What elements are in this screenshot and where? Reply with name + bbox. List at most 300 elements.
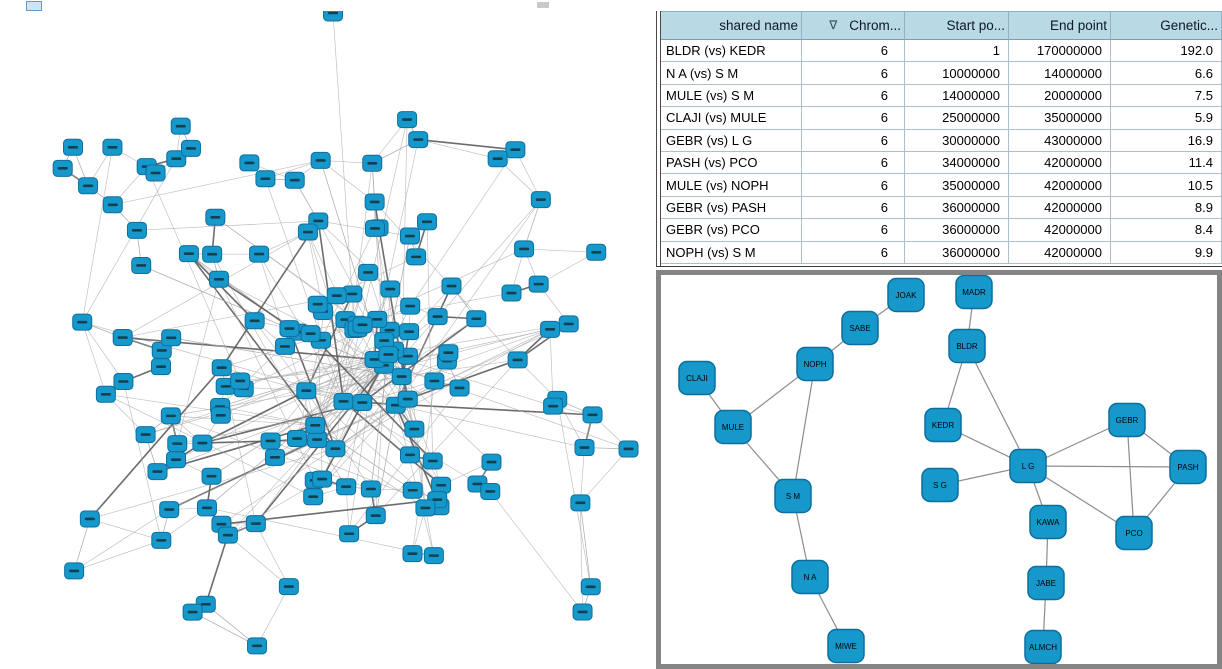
cell-start-position: 34000000	[905, 152, 1009, 174]
hairball-node[interactable]	[379, 346, 398, 362]
hairball-node[interactable]	[559, 316, 578, 332]
node-label	[77, 321, 87, 324]
node-label	[141, 433, 151, 436]
hairball-node[interactable]	[405, 421, 424, 437]
node-label	[446, 285, 456, 288]
node-label: JOAK	[895, 291, 917, 300]
hairball-node[interactable]	[573, 604, 592, 620]
node-label	[172, 442, 182, 445]
node-label	[397, 375, 407, 378]
node-label	[344, 532, 354, 535]
hairball-node[interactable]	[304, 489, 323, 505]
node-label	[363, 271, 373, 274]
node-label	[586, 585, 596, 588]
hairball-node[interactable]	[167, 452, 186, 468]
node-s-g[interactable]	[922, 469, 958, 502]
hairball-node[interactable]	[313, 471, 332, 487]
hairball-node[interactable]	[171, 118, 190, 134]
hairball-node[interactable]	[162, 330, 181, 346]
node-label	[405, 235, 415, 238]
hairball-node[interactable]	[80, 511, 99, 527]
node-label: NOPH	[803, 360, 827, 369]
hairball-node[interactable]	[73, 314, 92, 330]
node-label	[420, 507, 430, 510]
hairball-node[interactable]	[275, 338, 294, 354]
node-label	[403, 398, 413, 401]
node-label	[486, 461, 496, 464]
cell-end-point: 42000000	[1009, 174, 1111, 196]
node-label	[536, 198, 546, 201]
hairball-node[interactable]	[203, 246, 222, 262]
node-label	[575, 502, 585, 505]
hairball-node[interactable]	[403, 546, 422, 562]
node-mule[interactable]	[715, 411, 751, 444]
hairball-node[interactable]	[416, 500, 435, 516]
scrollbar-thumb[interactable]	[26, 1, 42, 11]
cell-chromosome: 6	[802, 174, 905, 196]
hairball-node[interactable]	[587, 244, 606, 260]
hairball-node[interactable]	[432, 477, 451, 493]
node-label: PCO	[1125, 529, 1143, 538]
hairball-node[interactable]	[209, 271, 228, 287]
hairball-node[interactable]	[544, 398, 563, 414]
table-row[interactable]	[661, 152, 1222, 174]
hairball-node[interactable]	[353, 395, 372, 411]
hairball-node[interactable]	[113, 330, 132, 346]
table-header-row	[661, 11, 1222, 40]
node-joak[interactable]	[888, 279, 924, 312]
column-header-label: shared name	[719, 18, 798, 33]
node-madr[interactable]	[956, 276, 992, 309]
node-l-g[interactable]	[1010, 450, 1046, 483]
node-label	[357, 324, 367, 327]
cell-genetic: 10.5	[1111, 174, 1222, 196]
table-body	[661, 40, 1222, 264]
node-label	[58, 167, 68, 170]
cell-genetic: 16.9	[1111, 130, 1222, 152]
cell-start-position: 36000000	[905, 219, 1009, 241]
hairball-node[interactable]	[423, 453, 442, 469]
hairball-node[interactable]	[398, 112, 417, 128]
node-bldr[interactable]	[949, 330, 985, 363]
hairball-node[interactable]	[265, 449, 284, 465]
node-label	[370, 358, 380, 361]
node-label	[308, 495, 318, 498]
node-n-a[interactable]	[792, 561, 828, 594]
hairball-edge	[228, 535, 289, 586]
hairball-node[interactable]	[183, 604, 202, 620]
hairball-node[interactable]	[256, 171, 275, 187]
hairball-node[interactable]	[482, 454, 501, 470]
hairball-node[interactable]	[261, 433, 280, 449]
hairball-edge	[257, 587, 289, 646]
hairball-node[interactable]	[531, 192, 550, 208]
hairball-node[interactable]	[334, 393, 353, 409]
node-label: JABE	[1035, 579, 1057, 588]
node-label	[254, 253, 264, 256]
node-label	[413, 138, 423, 141]
node-label	[188, 611, 198, 614]
cell-chromosome: 6	[802, 130, 905, 152]
hairball-node[interactable]	[197, 500, 216, 516]
hairball-node[interactable]	[340, 526, 359, 542]
node-kedr[interactable]	[925, 409, 961, 442]
hairball-node[interactable]	[308, 432, 327, 448]
hairball-node[interactable]	[301, 326, 320, 342]
node-label	[310, 424, 320, 427]
hairball-node[interactable]	[361, 481, 380, 497]
column-header-shared-name[interactable]	[661, 11, 802, 40]
table-row[interactable]	[661, 242, 1222, 264]
filter-funnel-icon[interactable]: ∇	[829, 17, 838, 32]
node-label: BLDR	[956, 342, 978, 351]
node-label	[545, 328, 555, 331]
hairball-node[interactable]	[365, 220, 384, 236]
hairball-edge	[333, 13, 354, 330]
table-row[interactable]	[661, 62, 1222, 84]
cell-shared-name: GEBR (vs) L G	[661, 130, 802, 152]
node-label	[347, 293, 357, 296]
node-pco[interactable]	[1116, 517, 1152, 550]
table-border-line	[656, 11, 657, 266]
node-label	[156, 365, 166, 368]
hairball-node[interactable]	[288, 431, 307, 447]
hairball-node[interactable]	[424, 548, 443, 564]
node-label	[317, 478, 327, 481]
node-label	[284, 327, 294, 330]
node-label	[332, 294, 342, 297]
hairball-node[interactable]	[152, 532, 171, 548]
node-label	[235, 380, 245, 383]
hairball-node[interactable]	[212, 360, 231, 376]
node-label: PASH	[1177, 463, 1199, 472]
table-row[interactable]	[661, 197, 1222, 219]
hairball-node[interactable]	[366, 508, 385, 524]
node-label: CLAJI	[686, 374, 708, 383]
hairball-node[interactable]	[400, 228, 419, 244]
node-label	[284, 585, 294, 588]
node-label	[443, 351, 453, 354]
node-s-m[interactable]	[775, 480, 811, 513]
node-label	[564, 323, 574, 326]
hairball-node[interactable]	[337, 479, 356, 495]
hairball-node[interactable]	[179, 246, 198, 262]
column-header-label: Start po...	[946, 18, 1005, 33]
hairball-node[interactable]	[529, 276, 548, 292]
node-label	[370, 227, 380, 230]
node-label	[270, 456, 280, 459]
table-scrollbar-strip	[0, 0, 566, 11]
table-row[interactable]	[661, 85, 1222, 107]
hairball-node[interactable]	[297, 383, 316, 399]
hairball-node[interactable]	[151, 359, 170, 375]
hairball-node[interactable]	[161, 408, 180, 424]
column-header-label: End point	[1049, 18, 1107, 33]
hairball-node[interactable]	[127, 222, 146, 238]
node-label	[379, 339, 389, 342]
hairball-node[interactable]	[583, 407, 602, 423]
node-label	[210, 216, 220, 219]
hairball-node[interactable]	[619, 441, 638, 457]
hairball-node[interactable]	[146, 165, 165, 181]
hairball-node[interactable]	[515, 241, 534, 257]
node-label: GEBR	[1115, 416, 1139, 425]
node-label	[429, 554, 439, 557]
column-header-chromosome[interactable]	[802, 11, 905, 40]
cell-start-position: 30000000	[905, 130, 1009, 152]
hairball-node[interactable]	[502, 285, 521, 301]
node-label	[266, 440, 276, 443]
node-label: SABE	[849, 324, 871, 333]
node-label	[217, 366, 227, 369]
node-label	[303, 231, 313, 234]
node-label	[471, 317, 481, 320]
hairball-node[interactable]	[103, 139, 122, 155]
hairball-node[interactable]	[571, 495, 590, 511]
subnetwork-canvas[interactable]	[661, 275, 1217, 664]
node-label	[157, 349, 167, 352]
node-label	[202, 507, 212, 510]
attribute-table-panel	[661, 11, 1222, 265]
hairball-edge	[123, 381, 161, 540]
node-gebr[interactable]	[1109, 404, 1145, 437]
subnetwork-panel	[656, 270, 1222, 669]
hairball-node[interactable]	[280, 321, 299, 337]
node-label	[216, 523, 226, 526]
hairball-node[interactable]	[425, 373, 444, 389]
node-label: MIWE	[835, 642, 857, 651]
cell-genetic: 6.6	[1111, 62, 1222, 84]
node-label	[252, 645, 262, 648]
node-label	[251, 522, 261, 525]
table-row[interactable]	[661, 219, 1222, 241]
hairball-node[interactable]	[481, 483, 500, 499]
node-claji[interactable]	[679, 362, 715, 395]
table-row[interactable]	[661, 174, 1222, 196]
hairball-node[interactable]	[392, 369, 411, 385]
cell-end-point: 20000000	[1009, 85, 1111, 107]
hairball-node[interactable]	[311, 152, 330, 168]
hairball-node[interactable]	[467, 311, 486, 327]
hairball-node[interactable]	[79, 178, 98, 194]
node-label	[171, 157, 181, 160]
node-label	[357, 401, 367, 404]
cell-genetic: 5.9	[1111, 107, 1222, 129]
node-label	[366, 488, 376, 491]
hairball-edge	[74, 540, 161, 571]
hairball-node[interactable]	[53, 160, 72, 176]
hairball-node[interactable]	[298, 224, 317, 240]
hairball-node[interactable]	[114, 373, 133, 389]
hairball-node[interactable]	[428, 309, 447, 325]
hairball-node[interactable]	[218, 527, 237, 543]
hairball-edge	[206, 535, 228, 604]
node-label	[407, 552, 417, 555]
cell-start-position: 25000000	[905, 107, 1009, 129]
node-label	[402, 118, 412, 121]
node-label	[101, 393, 111, 396]
node-label: L G	[1021, 462, 1035, 471]
node-label	[422, 220, 432, 223]
hairball-node[interactable]	[508, 352, 527, 368]
hairball-node[interactable]	[148, 464, 167, 480]
hairball-edge	[418, 140, 497, 159]
node-label	[132, 229, 142, 232]
hairball-node[interactable]	[240, 155, 259, 171]
cell-end-point: 42000000	[1009, 152, 1111, 174]
hairball-node[interactable]	[160, 502, 179, 518]
hairball-node[interactable]	[250, 246, 269, 262]
hairball-node[interactable]	[231, 373, 250, 389]
hairball-node[interactable]	[450, 380, 469, 396]
cell-chromosome: 6	[802, 107, 905, 129]
hairball-node[interactable]	[306, 417, 325, 433]
node-label	[164, 508, 174, 511]
hairball-node[interactable]	[326, 441, 345, 457]
hairball-node[interactable]	[359, 264, 378, 280]
hairball-edge	[82, 322, 106, 394]
hairball-node[interactable]	[409, 132, 428, 148]
hairball-node[interactable]	[132, 257, 151, 273]
hairball-node[interactable]	[442, 278, 461, 294]
hairball-node[interactable]	[400, 447, 419, 463]
cell-start-position: 14000000	[905, 85, 1009, 107]
node-miwe[interactable]	[828, 630, 864, 663]
hairball-node[interactable]	[168, 436, 187, 452]
cell-chromosome: 6	[802, 197, 905, 219]
node-pash[interactable]	[1170, 451, 1206, 484]
node-label	[260, 177, 270, 180]
node-label	[578, 611, 588, 614]
node-label: N A	[803, 573, 817, 582]
node-label: S M	[785, 492, 801, 501]
cell-start-position: 10000000	[905, 62, 1009, 84]
hairball-node[interactable]	[488, 151, 507, 167]
node-label	[176, 125, 186, 128]
hairball-node[interactable]	[193, 435, 212, 451]
table-row[interactable]	[661, 40, 1222, 62]
node-label	[107, 146, 117, 149]
node-label	[316, 159, 326, 162]
table-bottom-border	[656, 266, 1222, 267]
node-noph[interactable]	[797, 348, 833, 381]
hairball-node[interactable]	[327, 288, 346, 304]
hairball-edge	[490, 491, 582, 611]
hairball-node[interactable]	[581, 579, 600, 595]
hairball-node[interactable]	[65, 563, 84, 579]
node-label	[383, 353, 393, 356]
hairball-node[interactable]	[398, 391, 417, 407]
table-row[interactable]	[661, 107, 1222, 129]
node-label	[244, 162, 254, 165]
cell-chromosome: 6	[802, 62, 905, 84]
node-label	[588, 414, 598, 417]
hairball-node[interactable]	[285, 172, 304, 188]
column-header-start-position[interactable]	[905, 11, 1009, 40]
node-sabe[interactable]	[842, 312, 878, 345]
cell-shared-name: PASH (vs) PCO	[661, 152, 802, 174]
node-label: KAWA	[1036, 518, 1060, 527]
hairball-node[interactable]	[308, 296, 327, 312]
hairball-node[interactable]	[96, 386, 115, 402]
cell-genetic: 11.4	[1111, 152, 1222, 174]
node-label	[534, 283, 544, 286]
node-label	[69, 570, 79, 573]
node-label	[372, 318, 382, 321]
hairball-node[interactable]	[381, 281, 400, 297]
hairball-node[interactable]	[506, 142, 525, 158]
node-label	[207, 253, 217, 256]
hairball-node[interactable]	[246, 516, 265, 532]
hairball-node[interactable]	[136, 427, 155, 443]
cell-shared-name: GEBR (vs) PCO	[661, 219, 802, 241]
hairball-node[interactable]	[363, 155, 382, 171]
node-label	[580, 446, 590, 449]
node-label	[207, 475, 217, 478]
table-row[interactable]	[661, 130, 1222, 152]
node-label	[493, 157, 503, 160]
hairball-node[interactable]	[575, 440, 594, 456]
hairball-node[interactable]	[418, 214, 437, 230]
node-almch[interactable]	[1025, 631, 1061, 664]
cell-start-position: 1	[905, 40, 1009, 62]
hairball-node[interactable]	[365, 194, 384, 210]
scrollbar-fragment[interactable]	[537, 2, 549, 8]
hairball-node[interactable]	[353, 317, 372, 333]
hairball-node[interactable]	[103, 197, 122, 213]
node-label	[371, 514, 381, 517]
cell-shared-name: GEBR (vs) PASH	[661, 197, 802, 219]
node-label	[152, 470, 162, 473]
column-header-end-point[interactable]	[1009, 11, 1111, 40]
hairball-node[interactable]	[202, 468, 221, 484]
hairball-node[interactable]	[181, 140, 200, 156]
hairball-node[interactable]	[245, 313, 264, 329]
node-label: ALMCH	[1028, 643, 1058, 652]
cell-shared-name: CLAJI (vs) MULE	[661, 107, 802, 129]
node-label	[156, 539, 166, 542]
hairball-node[interactable]	[401, 298, 420, 314]
node-label	[306, 332, 316, 335]
node-label	[510, 148, 520, 151]
node-jabe[interactable]	[1028, 567, 1064, 600]
node-label	[301, 389, 311, 392]
hairball-edge	[524, 249, 596, 252]
hairball-node[interactable]	[439, 345, 458, 361]
cell-chromosome: 6	[802, 40, 905, 62]
node-label	[280, 345, 290, 348]
node-label	[250, 320, 260, 323]
column-header-genetic[interactable]	[1111, 11, 1222, 40]
hairball-node[interactable]	[400, 324, 419, 340]
hairball-node[interactable]	[64, 139, 83, 155]
hairball-node[interactable]	[279, 579, 298, 595]
node-label	[519, 248, 529, 251]
hairball-node[interactable]	[541, 321, 560, 337]
node-label	[136, 264, 146, 267]
hairball-node[interactable]	[407, 249, 426, 265]
node-label	[328, 12, 338, 15]
node-label	[216, 414, 226, 417]
node-kawa[interactable]	[1030, 506, 1066, 539]
cell-shared-name: BLDR (vs) KEDR	[661, 40, 802, 62]
node-label	[591, 251, 601, 254]
hairball-edge	[427, 222, 433, 461]
hairball-node[interactable]	[248, 638, 267, 654]
hairball-node[interactable]	[206, 209, 225, 225]
hairball-node[interactable]	[403, 482, 422, 498]
hairball-node[interactable]	[211, 407, 230, 423]
